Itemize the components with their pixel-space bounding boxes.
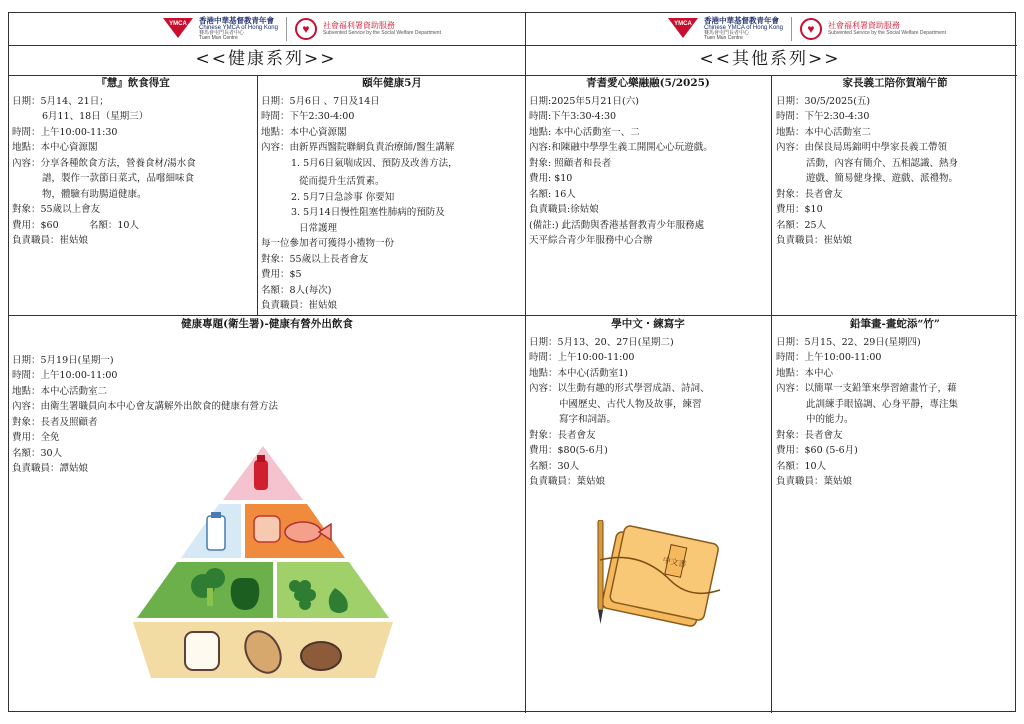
logo-bar-left (163, 13, 441, 45)
activity-line: 此訓練手眼協調、心身平靜，專注集 (806, 398, 959, 410)
pepper-icon (231, 578, 260, 610)
activity-line: 內容：分享各種飲食方法，營養食材/湯水食 (12, 157, 196, 169)
activity-line: 寫字和詞語。 (559, 414, 617, 425)
activity-line: 時間：上午10:00-11:00 (529, 352, 635, 363)
activity-line: 費用：$80(5-6月) (529, 445, 608, 456)
activity-title: 健康專題(衛生署)-健康有營外出飲食 (181, 318, 353, 330)
activity-line: 內容：由衛生署職員向本中心會友講解外出飲食的健康有營方法 (12, 401, 279, 412)
activity-line: 對象：長者會友 (529, 429, 596, 441)
ymca-name: 香港中華基督教青年會 Chinese YMCA of Hong Kong 賽馬會屯門長者中心 Tuen Mun Centre (199, 15, 278, 42)
potato-icon (301, 642, 341, 670)
book-label: 中文書 (661, 555, 688, 570)
activity-line: 內容：以生動有趣的形式學習成語、詩詞、 (529, 383, 710, 394)
sauce-bottle-icon (254, 460, 268, 490)
activity-line: 對象：長者會友 (776, 188, 843, 200)
swd-name: 社會福利署資助服務 Subvented Service by the Social Welfare Department (322, 20, 441, 36)
activity-line: 名額：8人(每次) (261, 284, 332, 296)
activity-line: 中國歷史、古代人物及故事，練習 (559, 398, 702, 410)
activity-line: 遊戲、簡易健身操、遊戲、派禮物。 (806, 173, 959, 184)
activity-line: 費用：$5 (261, 269, 302, 280)
other-series-title: <<其他系列>> (699, 49, 841, 69)
activity-title: 青耆愛心樂融融(5/2025) (586, 77, 710, 89)
activity-line: 日期：5月14、21日； (12, 95, 109, 107)
activity-line: 負責職員：崔姑娘 (12, 235, 89, 246)
activity-line: 地點：本中心資源閣 (12, 142, 98, 153)
activity-youth-elderly-love (529, 76, 767, 249)
swd-name: 社會福利署資助服務 Subvented Service by the Social Welfare Department (827, 20, 946, 36)
activity-line: 日期：5月15、22、29日(星期四) (776, 336, 921, 348)
activity-line: 名額：10人 (776, 460, 827, 472)
activity-title: 家長義工陪你賀端午節 (842, 77, 948, 89)
activity-title: 鉛筆畫-畫蛇添“竹” (850, 318, 940, 330)
activity-pencil-drawing-bamboo (776, 317, 1014, 490)
activity-line: 對象：長者及照顧者 (12, 416, 98, 428)
activity-line: 從而提升生活質素。 (299, 176, 385, 187)
activity-diet-wisdom (12, 76, 254, 249)
activity-line: 對象: 照顧者和長者 (529, 157, 612, 169)
activity-line: 費用：$10 (776, 204, 823, 215)
activity-line: 每一位參加者可獲得小禮物一份 (261, 238, 395, 249)
activity-line: (備註:) 此活動與香港基督教青少年服務處 (529, 219, 705, 231)
ymca-logo-icon: YMCA (163, 18, 193, 40)
activity-line: 費用：$60 (5-6月) (776, 445, 858, 456)
activity-line: 時間:下午3:30-4:30 (529, 111, 617, 122)
activity-line: 費用：$60 名額：10人 (12, 219, 139, 231)
bread-icon (185, 632, 219, 670)
swd-logo-icon: ♥ (800, 18, 822, 40)
activity-line: 時間：上午10:00-11:00 (12, 370, 118, 381)
chinese-book-brush-illustration (586, 520, 736, 630)
food-pyramid-illustration (123, 438, 403, 688)
health-series-title: <<健康系列>> (195, 49, 337, 69)
activity-line: 地點：本中心活動室二 (776, 126, 872, 138)
ymca-name: 香港中華基督教青年會 Chinese YMCA of Hong Kong 賽馬會屯門長者中心 Tuen Mun Centre (704, 15, 783, 42)
activity-line: 內容：以簡單一支鉛筆來學習繪畫竹子，藉 (776, 383, 957, 394)
activity-learn-chinese (529, 317, 767, 490)
activity-line: 活動，內容有簡介、五相認識、熱身 (806, 157, 959, 169)
activity-line: 日期：5月6日 、7日及14日 (261, 95, 380, 107)
activity-line: 負責職員:徐姑娘 (529, 204, 599, 215)
activity-line: 負責職員：崔姑娘 (261, 300, 338, 311)
activity-line: 負責職員：崔姑娘 (776, 235, 853, 246)
activity-line: 日期:2025年5月21日(六) (529, 95, 639, 107)
brush-icon (598, 520, 603, 610)
ymca-logo-icon: YMCA (668, 18, 698, 40)
fish-icon (285, 522, 321, 542)
activity-line: 3. 5月14日慢性阻塞性肺病的預防及 (291, 207, 445, 218)
swd-logo-icon: ♥ (295, 18, 317, 40)
other-column-divider (771, 75, 772, 713)
activity-line: 日常護理 (299, 222, 338, 234)
activity-title: 學中文・練寫字 (611, 318, 685, 330)
center-divider (525, 13, 526, 713)
activity-line: 地點：本中心資源閣 (261, 126, 347, 138)
activity-line: 內容:和陳融中學學生義工開開心心玩遊戲。 (529, 142, 713, 153)
activity-line: 1. 5月6日氣喘成因、預防及改善方法， (291, 157, 458, 169)
activity-line: 費用: $10 (529, 173, 573, 184)
activity-line: 地點：本中心活動室二 (12, 385, 108, 397)
meat-icon (254, 516, 280, 542)
activity-line: 地點: 本中心活動室一、二 (529, 126, 640, 138)
activity-line: 2. 5月7日急診事 你要知 (291, 191, 395, 203)
activity-senior-health-may (261, 76, 523, 314)
activity-line: 負責職員：葉姑娘 (776, 476, 853, 487)
activity-line: 名額：30人 (12, 447, 63, 459)
activity-line: 負責職員：葉姑娘 (529, 476, 606, 487)
activity-line: 地點：本中心(活動室1) (529, 367, 628, 379)
activity-line: 內容：由新界西醫院聯網負責治療師/醫生講解 (261, 142, 455, 153)
activity-line: 6月11、18日（星期三） (42, 111, 149, 122)
activity-line: 地點：本中心 (776, 367, 834, 379)
activity-line: 時間：上午10:00-11:30 (12, 126, 118, 138)
activity-line: 時間：下午2:30-4:30 (776, 111, 870, 122)
activity-line: 日期：5月19日(星期一) (12, 354, 114, 366)
activity-line: 中的能力。 (806, 414, 854, 425)
activity-line: 名額：30人 (529, 460, 580, 472)
health-column-divider (257, 75, 258, 315)
milk-bottle-icon (207, 516, 225, 550)
row-divider (9, 315, 1017, 316)
activity-line: 日期：5月13、20、27日(星期二) (529, 336, 674, 348)
activity-title: 頤年健康5月 (362, 77, 422, 89)
activity-line: 負責職員：譚姑娘 (12, 463, 89, 474)
activity-line: 名額：25人 (776, 219, 827, 231)
activity-line: 日期：30/5/2025(五) (776, 95, 871, 107)
activity-line: 對象：55歲以上會友 (12, 204, 101, 215)
activity-dragon-boat-festival (776, 76, 1014, 249)
activity-line: 費用：全免 (12, 432, 60, 443)
activity-line: 對象：長者會友 (776, 429, 843, 441)
activity-line: 名額: 16人 (529, 188, 576, 200)
activity-line: 譜，製作一款節日菜式，品嚐細味食 (42, 173, 195, 184)
activity-title: 『慧』飲食得宜 (96, 77, 170, 89)
activity-line: 對象：55歲以上長者會友 (261, 253, 369, 265)
activity-line: 內容：由保良局馬錦明中學家長義工帶領 (776, 142, 948, 153)
activity-line: 時間：下午2:30-4:00 (261, 111, 355, 122)
activity-line: 時間：上午10:00-11:00 (776, 352, 882, 363)
activity-line: 天平綜合青少年服務中心合辦 (529, 235, 653, 246)
logo-bar-right (668, 13, 946, 45)
activity-line: 物，體驗有助腸道健康。 (42, 188, 147, 200)
